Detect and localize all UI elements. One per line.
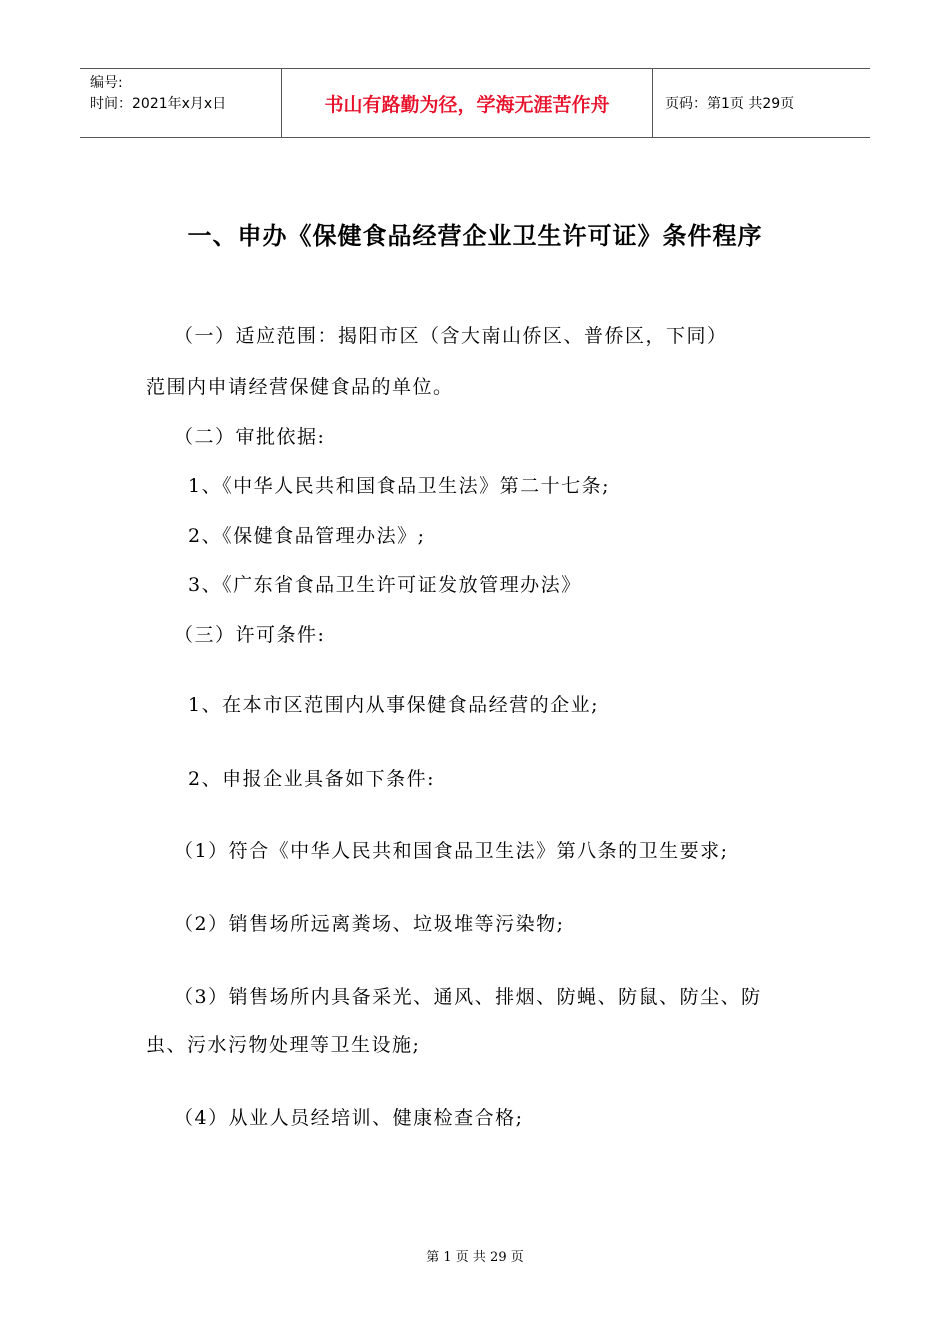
paragraph: 范围内申请经营保健食品的单位。 [146, 376, 454, 398]
list-item: 1、在本市区范围内从事保健食品经营的企业; [188, 694, 599, 716]
paragraph: 虫、污水污物处理等卫生设施; [146, 1034, 421, 1056]
list-item: （3）销售场所内具备采光、通风、排烟、防蝇、防鼠、防尘、防 [174, 986, 762, 1008]
list-item: （1）符合《中华人民共和国食品卫生法》第八条的卫生要求; [174, 840, 729, 862]
number-label: 编号: [90, 75, 123, 91]
list-item: 2、《保健食品管理办法》; [188, 525, 426, 547]
header-motto: 书山有路勤为径，学海无涯苦作舟 [281, 69, 653, 137]
page-title: 一、申办《保健食品经营企业卫生许可证》条件程序 [187, 222, 763, 250]
list-item: （2）销售场所远离粪场、垃圾堆等污染物; [174, 913, 565, 935]
paragraph: （一）适应范围：揭阳市区（含大南山侨区、普侨区，下同） [174, 325, 728, 347]
paragraph: （二）审批依据: [174, 426, 326, 448]
time-label: 时间：2021年x月x日 [90, 96, 227, 112]
header-meta [80, 69, 281, 137]
list-item: 1、《中华人民共和国食品卫生法》第二十七条; [188, 475, 610, 497]
page-footer: 第 1 页 共 29 页 [426, 1250, 524, 1265]
paragraph: （三）许可条件: [174, 624, 326, 646]
document-header [80, 68, 870, 138]
list-item: 2、申报企业具备如下条件: [188, 768, 435, 790]
list-item: （4）从业人员经培训、健康检查合格; [174, 1107, 524, 1129]
header-page-info: 页码：第1页 共29页 [665, 96, 795, 112]
list-item: 3、《广东省食品卫生许可证发放管理办法》 [188, 574, 582, 596]
